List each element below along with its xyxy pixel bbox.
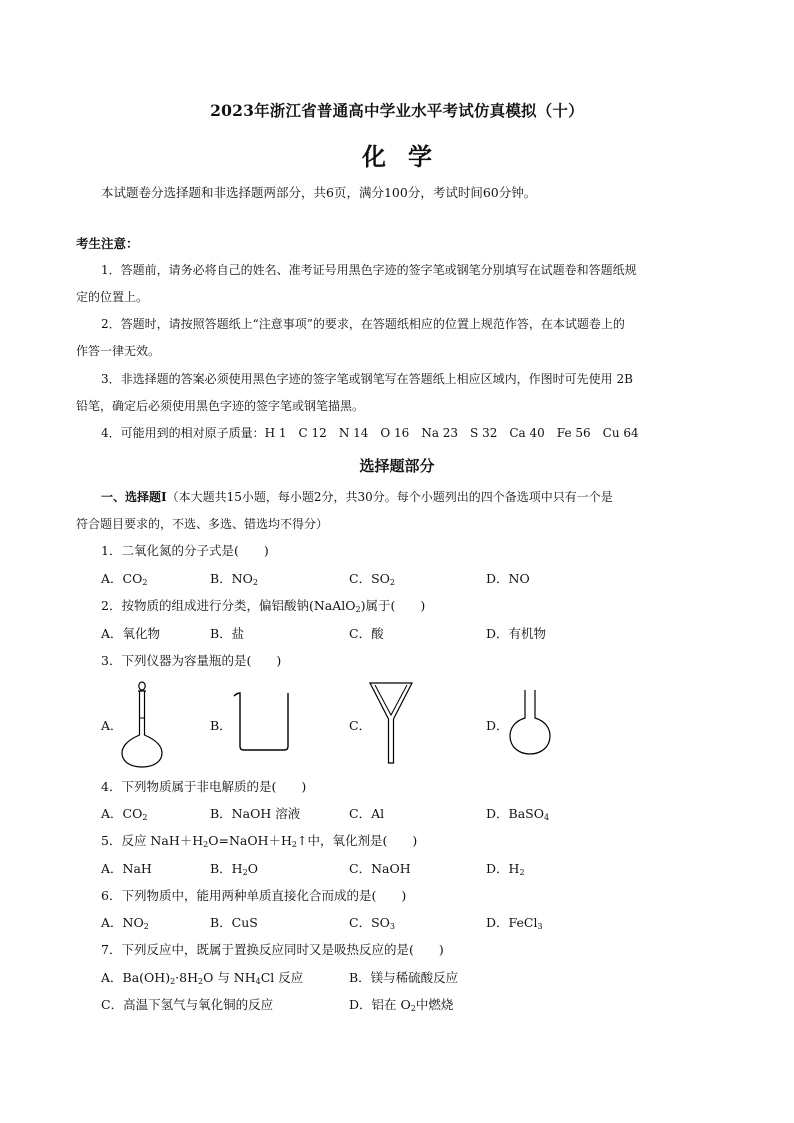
subject-title: 化学 [362,142,454,171]
notice-item-4: 4．可能用到的相对原子质量：H 1 C 12 N 14 O 16 Na 23 S 32 Ca 40 Fe 56 Cu 64 [101,426,639,440]
q1-option-a[interactable]: A．$CO_2$ [101,571,148,587]
funnel-icon[interactable] [368,681,414,765]
q7-option-d[interactable]: D．铝在 $O_2$中燃烧 [349,997,454,1013]
notice-item-2-line-1: 2．答题时，请按照答题纸上“注意事项”的要求，在答题纸相应的位置上规范作答，在本试题卷上的 [101,317,625,331]
part-heading-line-1 [101,489,613,505]
q7-option-c[interactable]: C．高温下氢气与氧化铜的反应 [101,997,274,1012]
q2-option-a[interactable]: A．氧化物 [101,626,161,641]
q2-option-b[interactable]: B．盐 [210,626,245,641]
q1-option-c[interactable]: C．$SO_2$ [349,571,395,587]
q6-option-b[interactable]: B．CuS [210,915,258,930]
notice-item-3-line-1: 3．非选择题的答案必须使用黑色字迹的签字笔或钢笔写在答题纸上相应区域内，作图时可先使用 2B [101,372,633,386]
q5-option-c[interactable]: C．NaOH [349,861,411,876]
q2-option-d[interactable]: D．有机物 [486,626,547,641]
q5-option-b[interactable]: B．$H_2O$ [210,861,258,877]
q4-stem: 4．下列物质属于非电解质的是( ) [101,779,307,794]
q6-option-d[interactable]: D．FeCl$_3$ [486,915,543,931]
notice-heading: 考生注意： [76,236,139,251]
q7-option-b[interactable]: B．镁与稀硫酸反应 [349,970,459,985]
q4-option-a[interactable]: A．$CO_2$ [101,806,148,822]
q4-option-b[interactable]: B．NaOH 溶液 [210,806,301,821]
q1-stem: 1．二氧化氮的分子式是( ) [101,543,269,558]
q4-option-d[interactable]: D．BaSO$_4$ [486,806,550,822]
q1-option-d[interactable]: D．NO [486,571,530,586]
q6-option-c[interactable]: C．$SO_3$ [349,915,395,931]
exam-title: 2023年浙江省普通高中学业水平考试仿真模拟（十） [210,101,584,120]
notice-item-1-line-1: 1．答题前，请务必将自己的姓名、准考证号用黑色字迹的签字笔或钢笔分别填写在试题卷和答题纸规 [101,263,637,277]
beaker-icon[interactable] [230,690,294,752]
part-label: 一、选择题Ⅰ [101,490,167,504]
q5-stem: 5．反应 $NaH+H_2O=NaOH+H_2↑$中，氧化剂是( ) [101,833,418,849]
q3-option-d-label[interactable]: D． [486,718,509,733]
q3-option-c-label[interactable]: C． [349,718,372,733]
q6-stem: 6．下列物质中，能用两种单质直接化合而成的是( ) [101,888,407,903]
section-title: 选择题部分 [359,457,435,475]
q2-option-c[interactable]: C．酸 [349,626,384,641]
exam-intro: 本试题卷分选择题和非选择题两部分，共6页，满分100分，考试时间60分钟。 [101,185,537,200]
part-desc: （本大题共15小题，每小题2分，共30分。每个小题列出的四个备选项中只有一个是 [166,490,613,504]
q1-option-b[interactable]: B．$NO_2$ [210,571,258,587]
q3-stem: 3．下列仪器为容量瓶的是( ) [101,653,282,668]
q3-option-b-label[interactable]: B． [210,718,232,733]
round-bottom-flask-icon[interactable] [508,688,552,756]
q7-stem: 7．下列反应中，既属于置换反应同时又是吸热反应的是( ) [101,942,444,957]
notice-item-3-line-2: 铅笔，确定后必须使用黑色字迹的签字笔或钢笔描黑。 [76,399,365,413]
q7-option-a[interactable]: A．$Ba(OH)_2\cdot 8H_2O$ 与 $NH_4Cl$ 反应 [101,970,304,986]
volumetric-flask-icon[interactable] [120,680,166,768]
q6-option-a[interactable]: A．$NO_2$ [101,915,149,931]
q5-option-d[interactable]: D．$H_2$ [486,861,525,877]
notice-item-2-line-2: 作答一律无效。 [76,344,161,358]
q2-stem: 2．按物质的组成进行分类，偏铝酸钠(NaAlO$_2$)属于( ) [101,598,426,614]
q3-option-a-label[interactable]: A． [101,718,123,733]
q5-option-a[interactable]: A．NaH [101,861,152,876]
notice-item-1-line-2: 定的位置上。 [76,290,149,304]
part-heading-line-2: 符合题目要求的，不选、多选、错选均不得分） [76,517,329,531]
q4-option-c[interactable]: C．Al [349,806,385,821]
